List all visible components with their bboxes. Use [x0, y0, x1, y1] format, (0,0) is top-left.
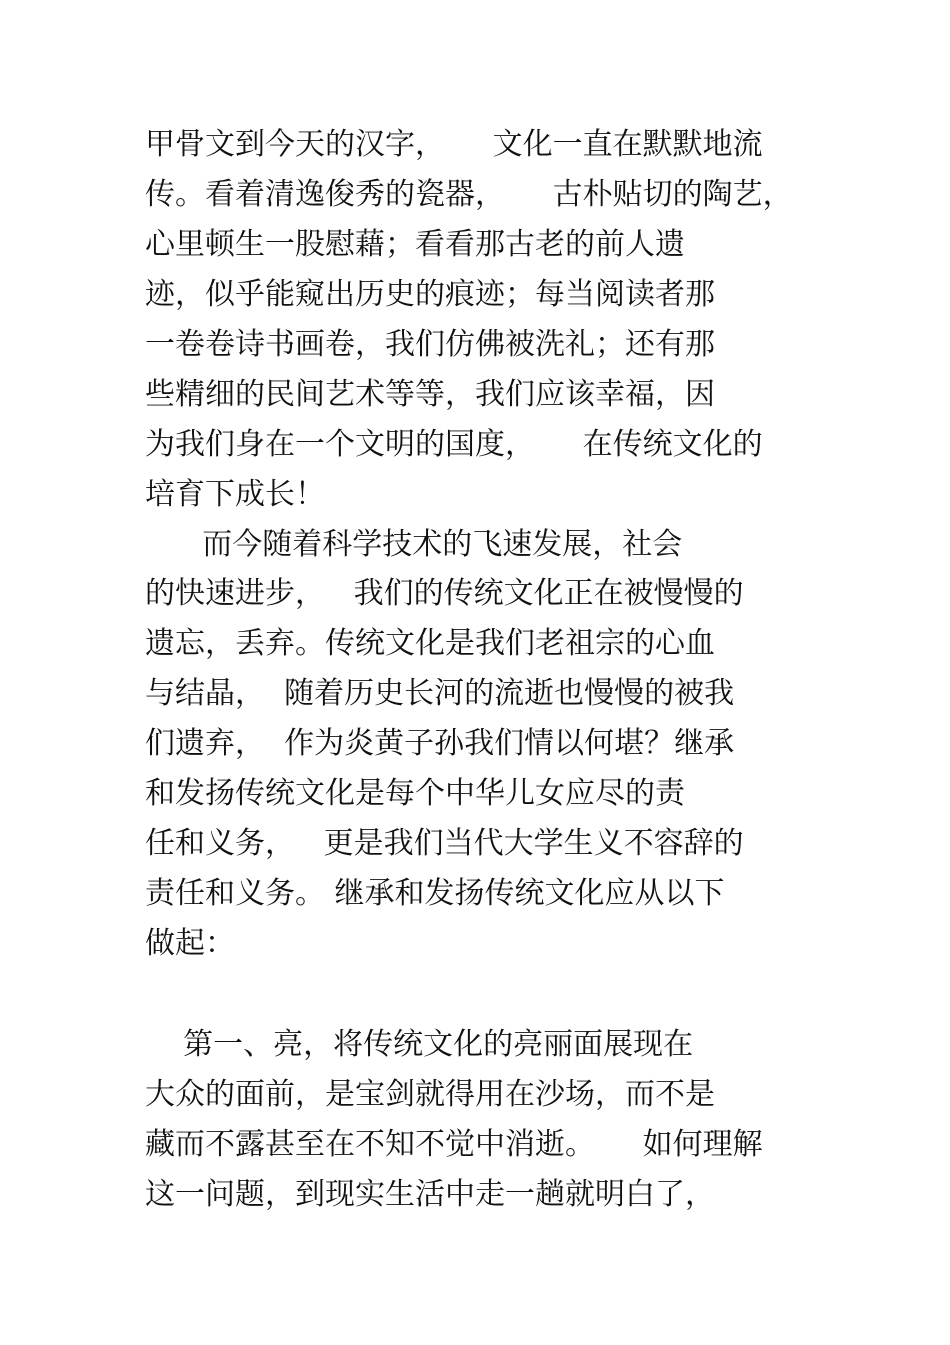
paragraph-2-line-8: 责任和义务。 继承和发扬传统文化应从以下 — [145, 876, 725, 911]
paragraph-2-line-6: 和发扬传统文化是每个中华儿女应尽的责 — [145, 776, 685, 811]
paragraph-2-line-3: 遗忘，丢弃。传统文化是我们老祖宗的心血 — [145, 626, 715, 661]
paragraph-2-line-7: 任和义务， 更是我们当代大学生义不容辞的 — [145, 826, 744, 861]
paragraph-3-line-1: 第一、亮，将传统文化的亮丽面展现在 — [145, 1027, 694, 1062]
paragraph-3-line-4: 这一问题，到现实生活中走一趟就明白了， — [145, 1177, 715, 1212]
paragraph-1-line-3: 心里顿生一股慰藉；看看那古老的前人遗 — [145, 227, 685, 262]
paragraph-3-line-3: 藏而不露甚至在不知不觉中消逝。 如何理解 — [145, 1127, 763, 1162]
paragraph-1-line-1: 甲骨文到今天的汉字， 文化一直在默默地流 — [145, 127, 763, 162]
paragraph-2-line-1: 而今随着科学技术的飞速发展，社会 — [145, 527, 683, 562]
paragraph-1-line-7: 为我们身在一个文明的国度， 在传统文化的 — [145, 427, 763, 462]
paragraph-1-line-8: 培育下成长！ — [145, 477, 325, 512]
paragraph-3-line-2: 大众的面前，是宝剑就得用在沙场，而不是 — [145, 1077, 715, 1112]
paragraph-1-line-5: 一卷卷诗书画卷，我们仿佛被洗礼；还有那 — [145, 327, 715, 362]
paragraph-1-line-2: 传。看着清逸俊秀的瓷器， 古朴贴切的陶艺， — [145, 177, 793, 212]
paragraph-2-line-9: 做起： — [145, 926, 235, 961]
paragraph-1-line-6: 些精细的民间艺术等等，我们应该幸福，因 — [145, 377, 715, 412]
paragraph-2-line-2: 的快速进步， 我们的传统文化正在被慢慢的 — [145, 576, 744, 611]
paragraph-1-line-4: 迹，似乎能窥出历史的痕迹；每当阅读者那 — [145, 277, 715, 312]
paragraph-2-line-5: 们遗弃， 作为炎黄子孙我们情以何堪？继承 — [145, 726, 735, 761]
paragraph-2-line-4: 与结晶， 随着历史长河的流逝也慢慢的被我 — [145, 676, 735, 711]
